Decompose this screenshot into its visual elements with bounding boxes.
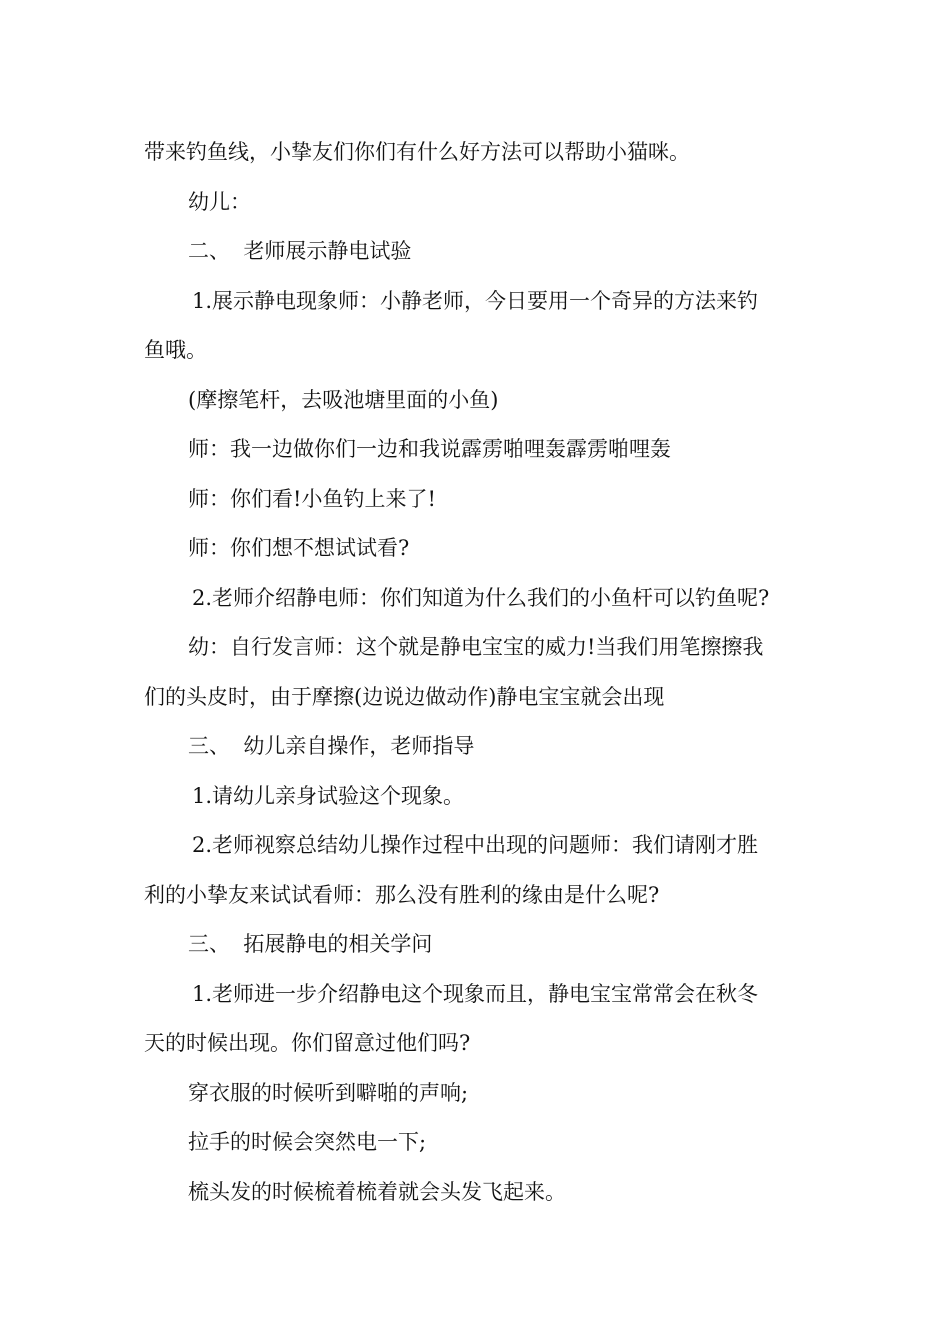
paragraph-line: 师：你们看!小鱼钓上来了!: [188, 486, 436, 511]
paragraph-line: 天的时候出现。你们留意过他们吗?: [144, 1031, 471, 1055]
paragraph-line: 鱼哦。: [144, 338, 207, 362]
paragraph-line: 利的小挚友来试试看师：那么没有胜利的缘由是什么呢?: [144, 882, 660, 907]
section-heading: 三、 拓展静电的相关学问: [188, 932, 433, 956]
document-body: [144, 128, 814, 1217]
paragraph-line: 们的头皮时，由于摩擦(边说边做动作)静电宝宝就会出现: [144, 684, 665, 709]
paragraph-line: 师：你们想不想试试看?: [188, 536, 410, 560]
paragraph-line: 梳头发的时候梳着梳着就会头发飞起来。: [188, 1179, 566, 1204]
section-heading: 三、 幼儿亲自操作，老师指导: [188, 734, 475, 758]
paragraph-line: 1.请幼儿亲身试验这个现象。: [192, 783, 465, 808]
paragraph-line: (摩擦笔杆，去吸池塘里面的小鱼): [188, 387, 499, 412]
section-heading: 二、 老师展示静电试验: [188, 239, 412, 263]
paragraph-line: 拉手的时候会突然电一下;: [188, 1130, 427, 1154]
paragraph-line: 师：我一边做你们一边和我说霹雳啪哩轰霹雳啪哩轰: [188, 437, 671, 461]
paragraph-line: 1.老师进一步介绍静电这个现象而且，静电宝宝常常会在秋冬: [192, 981, 759, 1006]
paragraph-line: 1.展示静电现象师：小静老师，今日要用一个奇异的方法来钓: [192, 288, 759, 313]
paragraph-line: 2.老师介绍静电师：你们知道为什么我们的小鱼杆可以钓鱼呢?: [192, 585, 770, 610]
paragraph-line: 带来钓鱼线，小挚友们你们有什么好方法可以帮助小猫咪。: [144, 140, 690, 164]
paragraph-line: 穿衣服的时候听到噼啪的声响;: [188, 1080, 469, 1105]
paragraph-line: 幼儿：: [188, 189, 251, 214]
paragraph-line: 2.老师视察总结幼儿操作过程中出现的问题师：我们请刚才胜: [192, 833, 759, 857]
paragraph-line: 幼：自行发言师：这个就是静电宝宝的威力!当我们用笔擦擦我: [188, 635, 764, 659]
